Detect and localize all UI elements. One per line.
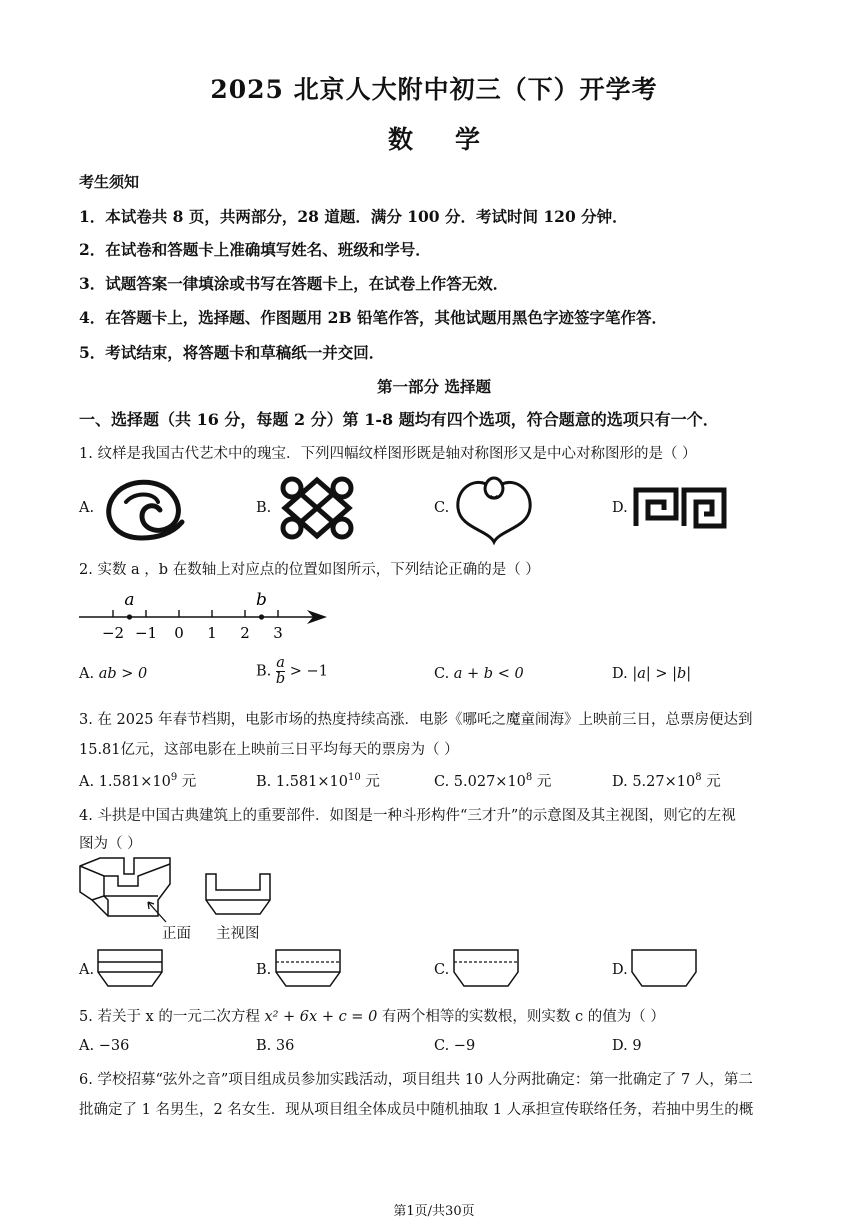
number-line-tick-label: −1 [134, 624, 158, 642]
q2-option-a [79, 666, 147, 682]
q5-option-c-label: C. [434, 1038, 450, 1054]
q5-option-d [612, 1038, 642, 1054]
q5-option-b [256, 1038, 294, 1054]
q4-option-a-figure [96, 948, 164, 988]
q3-option-a [79, 770, 196, 791]
q4-main-view-figure [204, 872, 272, 916]
section-one-heading: 一、选择题（共 16 分，每题 2 分）第 1-8 题均有四个选项，符合题意的选项只有一个． [79, 410, 719, 429]
question-3-stem-line-2: 15.81亿元，这部电影在上映前三日平均每天的票房为（ ） [79, 742, 459, 758]
number-line-tick-label: 1 [207, 624, 217, 642]
q3-option-c-exponent: 8 [525, 772, 533, 784]
q3-option-b-unit: 元 [360, 774, 380, 790]
q3-option-a-unit: 元 [177, 774, 197, 790]
q3-option-c-mantissa: 5.027×10 [453, 774, 526, 790]
number-line-point-b-label: b [256, 590, 267, 610]
question-4-stem-line-2: 图为（ ） [79, 836, 142, 852]
exam-subject: 数学 [387, 125, 522, 154]
q5-option-a-label: A. [79, 1038, 95, 1054]
q5-option-b-label: B. [256, 1038, 272, 1054]
q3-option-d-unit: 元 [701, 774, 721, 790]
q2-option-d-label: D. [612, 666, 628, 682]
question-2-stem: 2. 实数 a ，b 在数轴上对应点的位置如图所示，下列结论正确的是（ ） [79, 562, 540, 578]
q4-option-d-figure [630, 948, 698, 988]
q4-option-b-label: B. [256, 962, 272, 978]
q2-option-b-label: B. [256, 663, 272, 680]
q4-front-label: 正面 [162, 926, 191, 942]
q4-option-c-figure [452, 948, 520, 988]
question-6-line-2: 批确定了 1 名男生，2 名女生．现从项目组全体成员中随机抽取 1 人承担宣传联络任务，若抽中男生的概 [79, 1102, 754, 1118]
q3-option-b-exponent: 10 [348, 772, 361, 784]
q4-option-b-figure [274, 948, 342, 988]
q4-option-a-label: A. [79, 962, 95, 978]
q4-option-c-label: C. [434, 962, 450, 978]
question-4-stem-line-1: 4. 斗拱是中国古典建筑上的重要部件．如图是一种斗形构件“三才升”的示意图及其主视图，则它的左视 [79, 808, 736, 824]
q3-option-c-label: C. [434, 774, 450, 790]
q3-option-c [434, 770, 551, 791]
q2-option-b-rest: > −1 [289, 663, 328, 680]
q2-option-b-fraction [276, 656, 285, 687]
notice-item-3: 3．试题答案一律填涂或书写在答题卡上，在试卷上作答无效． [79, 274, 509, 293]
q1-option-b-label: B. [256, 500, 272, 516]
q1-meander-pattern [632, 488, 728, 528]
question-5-stem [79, 1005, 665, 1026]
q4-main-view-label: 主视图 [216, 926, 260, 942]
q2-option-d [612, 666, 691, 682]
notice-item-4: 4．在答题卡上，选择题、作图题用 2B 铅笔作答，其他试题用黑色字迹签字笔作答． [79, 308, 667, 327]
q3-option-d-mantissa: 5.27×10 [632, 774, 696, 790]
q2-option-c-label: C. [434, 666, 450, 682]
exam-title: 2025 北京人大附中初三（下）开学考 [210, 75, 658, 104]
q2-option-d-text: |a| > |b| [632, 666, 692, 682]
q4-option-d-label: D. [612, 962, 628, 978]
number-line-tick-label: 3 [273, 624, 283, 642]
question-3-stem-line-1: 3. 在 2025 年春节档期，电影市场的热度持续高涨．电影《哪吒之魔童闹海》上映前三日，总票房便达到 [79, 712, 753, 728]
notice-heading: 考生须知 [79, 173, 140, 191]
q3-option-a-label: A. [79, 774, 95, 790]
number-line-tick-label: 2 [240, 624, 250, 642]
notice-item-2: 2．在试卷和答题卡上准确填写姓名、班级和学号． [79, 240, 431, 259]
q4-bracket-3d-figure [78, 856, 178, 930]
q1-spiral-cloud-pattern [96, 472, 188, 546]
question-6-line-1: 6. 学校招募“弦外之音”项目组成员参加实践活动，项目组共 10 人分两批确定：第一批确定了 7 人，第二 [79, 1072, 753, 1088]
q5-option-a-text: −36 [98, 1038, 130, 1054]
notice-item-5: 5．考试结束，将答题卡和草稿纸一并交回． [79, 343, 385, 362]
q3-option-c-unit: 元 [532, 774, 552, 790]
q5-stem-suffix: 有两个相等的实数根，则实数 c 的值为（ ） [377, 1009, 665, 1025]
question-1-stem: 1. 纹样是我国古代艺术中的瑰宝．下列四幅纹样图形既是轴对称图形又是中心对称图形的是（ ） [79, 446, 697, 462]
q2-option-c [434, 666, 524, 682]
q3-option-d-exponent: 8 [695, 772, 702, 784]
q1-option-a-label: A. [79, 500, 95, 516]
q2-option-b [256, 656, 328, 687]
page-footer: 第1页/共30页 [393, 1204, 475, 1219]
q5-stem-prefix: 5. 若关于 x 的一元二次方程 [79, 1009, 265, 1025]
q1-option-c-label: C. [434, 500, 450, 516]
fraction-denominator: b [275, 671, 286, 688]
q1-option-d-label: D. [612, 500, 628, 516]
q3-option-d [612, 770, 721, 791]
q5-option-c [434, 1038, 475, 1054]
notice-item-1: 1．本试卷共 8 页，共两部分，28 道题．满分 100 分．考试时间 120 分钟． [79, 207, 628, 226]
fraction-numerator: a [276, 655, 285, 671]
q3-option-d-label: D. [612, 774, 628, 790]
q2-number-line [79, 586, 339, 646]
q5-option-a [79, 1038, 129, 1054]
number-line-point-a-label: a [124, 590, 135, 610]
q5-option-b-text: 36 [275, 1038, 295, 1054]
q2-option-c-text: a + b < 0 [453, 666, 524, 682]
q5-option-d-text: 9 [632, 1038, 642, 1054]
q5-option-d-label: D. [612, 1038, 628, 1054]
q2-option-a-label: A. [79, 666, 95, 682]
q5-equation: x² + 6x + c = 0 [264, 1009, 378, 1025]
q3-option-b [256, 770, 380, 791]
number-line-tick-label: 0 [174, 624, 184, 642]
q3-option-b-label: B. [256, 774, 272, 790]
q3-option-a-exponent: 9 [170, 772, 178, 784]
number-line-tick-label: −2 [101, 624, 125, 642]
q3-option-b-mantissa: 1.581×10 [275, 774, 348, 790]
q1-chinese-knot-pattern [274, 472, 360, 544]
number-line-point-a [127, 614, 132, 619]
number-line-point-b [259, 614, 264, 619]
part-one-title: 第一部分 选择题 [377, 377, 491, 396]
q3-option-a-mantissa: 1.581×10 [98, 774, 171, 790]
q5-option-c-text: −9 [453, 1038, 476, 1054]
q1-ruyi-cloud-pattern [452, 468, 536, 546]
q2-option-a-text: ab > 0 [98, 666, 148, 682]
